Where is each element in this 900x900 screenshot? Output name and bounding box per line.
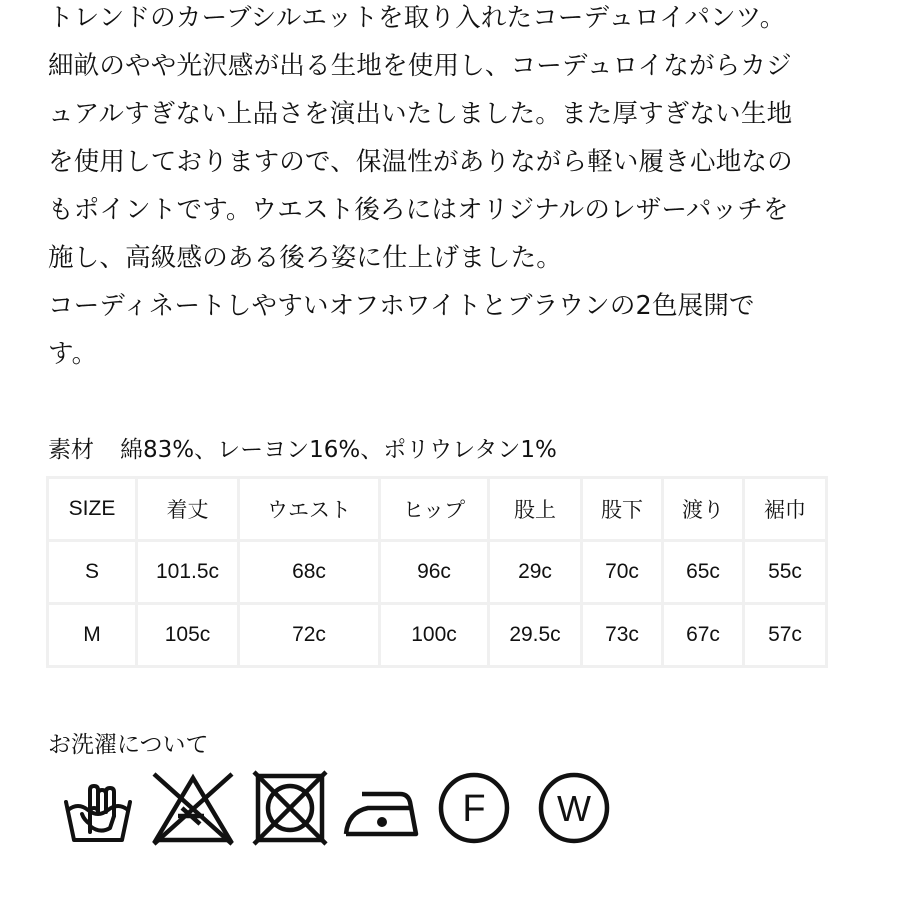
table-cell: 68c	[240, 542, 378, 602]
description-line: トレンドのカーブシルエットを取り入れたコーデュロイパンツ。	[48, 3, 786, 33]
material-value: 綿83%、レーヨン16%、ポリウレタン1%	[120, 437, 557, 463]
table-cell: M	[49, 605, 135, 665]
table-cell: 101.5c	[138, 542, 237, 602]
description-line: もポイントです。ウエスト後ろにはオリジナルのレザーパッチを	[48, 195, 789, 225]
size-table-header-row	[49, 479, 825, 539]
laundry-title: お洗濯について	[48, 732, 209, 758]
table-cell: 105c	[138, 605, 237, 665]
header-cell-size: SIZE	[49, 479, 135, 539]
table-cell: 67c	[664, 605, 742, 665]
description-line: ュアルすぎない上品さを演出いたしました。また厚すぎない生地	[48, 99, 793, 129]
wet-clean-w-icon	[534, 768, 614, 848]
size-table	[46, 476, 828, 668]
table-cell: 57c	[745, 605, 825, 665]
header-cell-rise: 股上	[490, 479, 580, 539]
table-cell: 73c	[583, 605, 661, 665]
iron-low-icon	[338, 768, 422, 848]
table-cell: 55c	[745, 542, 825, 602]
no-tumble-dry-icon	[250, 768, 330, 848]
no-bleach-icon	[150, 768, 236, 848]
header-cell-inseam: 股下	[583, 479, 661, 539]
table-cell: 29.5c	[490, 605, 580, 665]
description-line: コーディネートしやすいオフホワイトとブラウンの2色展開で	[48, 291, 755, 321]
hand-wash-icon	[60, 768, 136, 848]
size-table-row	[49, 605, 825, 665]
table-cell: S	[49, 542, 135, 602]
table-cell: 72c	[240, 605, 378, 665]
dry-clean-letter: F	[462, 788, 486, 830]
description-line: す。	[48, 339, 98, 369]
material-label: 素材	[48, 437, 94, 463]
product-description	[48, 0, 878, 384]
description-line: 細畝のやや光沢感が出る生地を使用し、コーデュロイながらカジ	[48, 51, 792, 81]
dry-clean-f-icon	[434, 768, 514, 848]
material-info	[48, 432, 557, 468]
header-cell-length: 着丈	[138, 479, 237, 539]
table-cell: 65c	[664, 542, 742, 602]
table-cell: 96c	[381, 542, 487, 602]
iron-dot-icon	[377, 817, 387, 827]
table-cell: 100c	[381, 605, 487, 665]
size-table-row	[49, 542, 825, 602]
header-cell-hem-width: 裾巾	[745, 479, 825, 539]
table-cell: 70c	[583, 542, 661, 602]
header-cell-waist: ウエスト	[240, 479, 378, 539]
header-cell-hip: ヒップ	[381, 479, 487, 539]
wet-clean-letter: W	[557, 788, 591, 829]
laundry-icons	[60, 768, 620, 858]
description-line: 施し、高級感のある後ろ姿に仕上げました。	[48, 243, 563, 273]
header-cell-thigh: 渡り	[664, 479, 742, 539]
table-cell: 29c	[490, 542, 580, 602]
description-line: を使用しておりますので、保温性がありながら軽い履き心地なの	[48, 147, 793, 177]
